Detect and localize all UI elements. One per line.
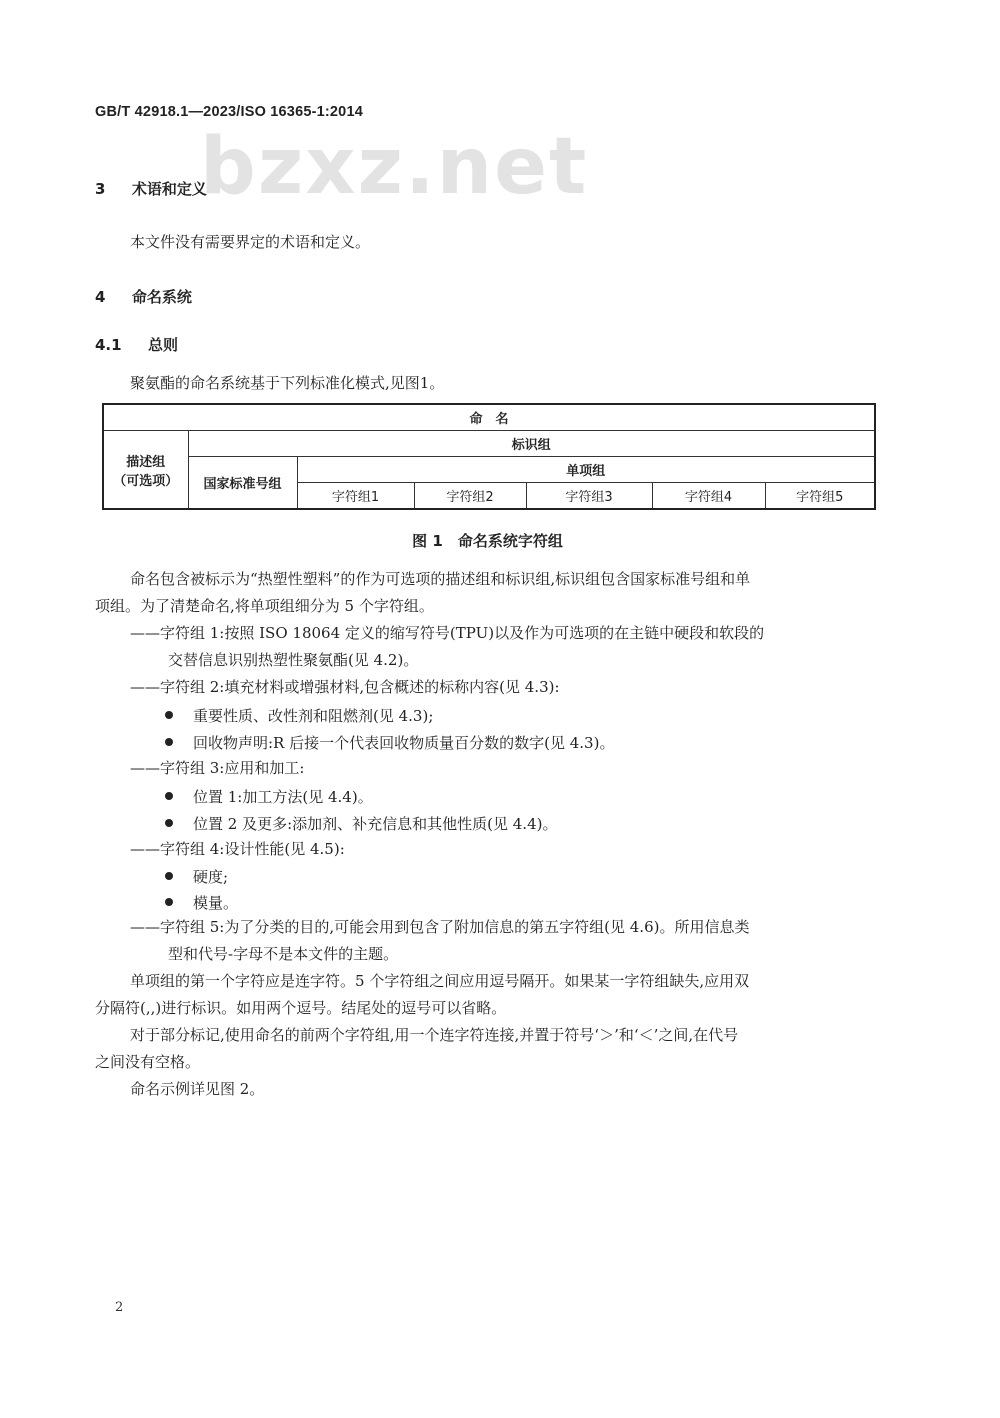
- bullet-dot-icon: [165, 792, 173, 800]
- paragraph-3-line-1: 对于部分标记,使用命名的前两个字符组,用一个连字符连接,并置于符号‘＞’和‘＜’之间,在代号: [130, 1026, 739, 1044]
- paragraph-1-line-2: 项组。为了清楚命名,将单项组细分为 5 个字符组。: [95, 597, 434, 615]
- data-block-4-item: ——字符组 4:设计性能(见 4.5):: [130, 840, 345, 858]
- identity-group-cell: 标识组: [188, 431, 875, 457]
- section-4-heading: [95, 286, 192, 307]
- paragraph-2-line-1: 单项组的第一个字符应是连字符。5 个字符组之间应用逗号隔开。如果某一字符组缺失,应用双: [130, 972, 750, 990]
- data-block-3-cell: 字符组3: [526, 483, 652, 510]
- section-3-title: 术语和定义: [131, 180, 207, 198]
- bullet-dot-icon: [165, 898, 173, 906]
- designation-cell: 命 名: [103, 404, 875, 431]
- section-3-number: 3: [95, 180, 106, 198]
- section-3-heading: [95, 178, 207, 199]
- bullet-text: 回收物声明:R 后接一个代表回收物质量百分数的数字(见 4.3)。: [193, 734, 615, 752]
- paragraph-1-line-1: 命名包含被标示为“热塑性塑料”的作为可选项的描述组和标识组,标识组包含国家标准号组和单: [130, 570, 751, 588]
- data-block-2-cell: 字符组2: [414, 483, 526, 510]
- bullet-dot-icon: [165, 738, 173, 746]
- data-block-1-cell: 字符组1: [297, 483, 414, 510]
- watermark-logo: bzxz.net: [200, 122, 589, 212]
- descriptive-group-cell: [103, 431, 188, 510]
- data-block-5-line-1: ——字符组 5:为了分类的目的,可能会用到包含了附加信息的第五字符组(见 4.6)。所用信息类: [130, 918, 750, 936]
- bullet-text: 位置 2 及更多:添加剂、补充信息和其他性质(见 4.4)。: [193, 815, 558, 833]
- section-4-number: 4: [95, 288, 106, 306]
- page-number: 2: [115, 1300, 124, 1315]
- bullet-dot-icon: [165, 711, 173, 719]
- section-3-body: 本文件没有需要界定的术语和定义。: [130, 233, 371, 251]
- section-4-title: 命名系统: [131, 288, 192, 306]
- data-block-2-bullet-2: [165, 732, 614, 753]
- figure-1-caption: 图 1 命名系统字符组: [412, 532, 563, 550]
- standard-code-header: GB/T 42918.1—2023/ISO 16365-1:2014: [95, 104, 363, 120]
- data-block-4-bullet-2: [165, 892, 238, 913]
- data-block-2-item: ——字符组 2:填充材料或增强材料,包含概述的标称内容(见 4.3):: [130, 678, 560, 696]
- descriptive-group-label: 描述组: [126, 454, 166, 470]
- data-block-3-item: ——字符组 3:应用和加工:: [130, 759, 305, 777]
- paragraph-4: 命名示例详见图 2。: [130, 1080, 265, 1098]
- data-block-2-bullet-1: [165, 705, 433, 726]
- bullet-dot-icon: [165, 819, 173, 827]
- data-block-1-line-1: ——字符组 1:按照 ISO 18064 定义的缩写符号(TPU)以及作为可选项的在主链中硬段和软段的: [130, 624, 765, 642]
- bullet-text: 硬度;: [193, 868, 229, 886]
- paragraph-2-line-2: 分隔符(,,)进行标识。如用两个逗号。结尾处的逗号可以省略。: [95, 999, 507, 1017]
- descriptive-group-optional: （可选项）: [113, 473, 179, 489]
- bullet-text: 重要性质、改性剂和阻燃剂(见 4.3);: [193, 707, 434, 725]
- data-block-1-line-2: 交替信息识别热塑性聚氨酯(见 4.2)。: [168, 651, 419, 669]
- section-4-1-intro: 聚氨酯的命名系统基于下列标准化模式,见图1。: [130, 374, 445, 392]
- individual-group-cell: 单项组: [297, 457, 875, 483]
- paragraph-3-line-2: 之间没有空格。: [95, 1053, 201, 1071]
- data-block-3-bullet-2: [165, 813, 557, 834]
- data-block-4-bullet-1: [165, 866, 228, 887]
- bullet-text: 位置 1:加工方法(见 4.4)。: [193, 788, 373, 806]
- section-4-1-title: 总则: [148, 336, 179, 354]
- section-4-1-number: 4.1: [95, 336, 122, 354]
- bullet-dot-icon: [165, 872, 173, 880]
- data-block-3-bullet-1: [165, 786, 373, 807]
- national-standard-group-cell: 国家标准号组: [188, 457, 297, 510]
- section-4-1-heading: [95, 334, 178, 355]
- data-block-5-line-2: 型和代号-字母不是本文件的主题。: [168, 945, 399, 963]
- data-block-5-cell: 字符组5: [765, 483, 875, 510]
- data-block-4-cell: 字符组4: [652, 483, 765, 510]
- designation-system-table: [102, 403, 876, 510]
- bullet-text: 模量。: [193, 894, 239, 912]
